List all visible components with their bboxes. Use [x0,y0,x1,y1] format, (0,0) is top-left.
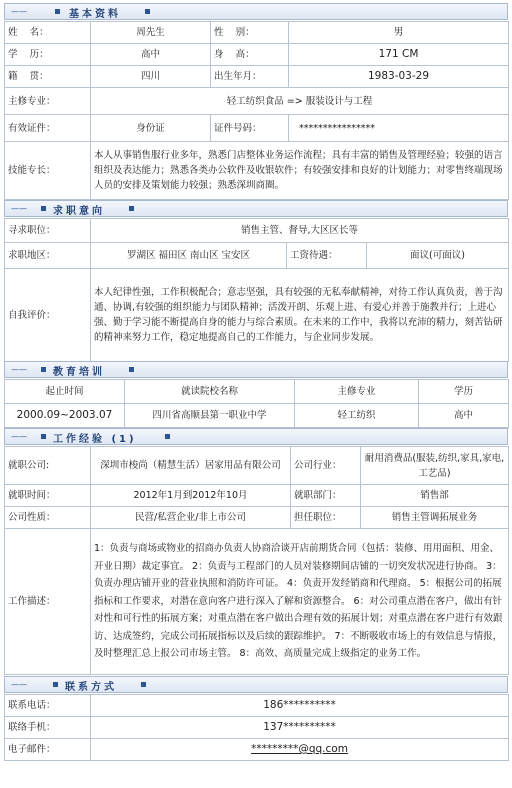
company-value: 深圳市梭尚（精慧生活）居家用品有限公司 [91,447,291,485]
contact-table [4,694,509,761]
education-value: 高中 [91,44,211,66]
section-header-job [4,200,508,217]
job-title-label: 担任职位： [291,507,361,529]
education-degree: 高中 [419,404,509,428]
section-title: 联系方式 [65,682,117,693]
origin-label: 籍 贯： [5,66,91,88]
work-time-value: 2012年1月到2012年10月 [91,485,291,507]
section-square-icon [129,367,134,372]
gender-value: 男 [289,22,509,44]
company-label: 就职公司: [5,447,91,485]
name-value: 周先生 [91,22,211,44]
origin-value: 四川 [91,66,211,88]
section-title: 基本资料 [69,9,121,20]
mobile-value: 137********** [91,717,509,739]
certificate-number-label: 证件号码： [211,115,289,142]
section-header-education [4,361,508,378]
email-label: 电子邮件： [5,739,91,761]
work-time-label: 就职时间： [5,485,91,507]
section-square-icon [55,9,60,14]
certificate-label: 有效证件： [5,115,91,142]
company-nature-label: 公司性质： [5,507,91,529]
certificate-number-value: **************** [289,115,509,142]
birth-label: 出生年月： [211,66,289,88]
section-dash-decor: —— [11,680,27,689]
education-period: 2000.09~2003.07 [5,404,125,428]
area-value: 罗湖区 福田区 南山区 宝安区 [91,243,287,269]
self-evaluation-value: 本人纪律性强，工作积极配合；意志坚强，具有较强的无私奉献精神，对待工作认真负责，善于沟通、协调,有较强的组织能力与团队精神；活泼开朗、乐观上进、有爱心并善于施教并行；上进心强、勤于学习能不断提高自身的能力与综合素质。在未来的工作中，我将以充沛的精力，刻苦钻研的精神来努力工作，稳定地提高自己的工作能力，与企业同步发展。 [91,269,509,362]
work-description-label: 工作描述： [5,529,91,675]
section-square-icon [41,367,46,372]
skills-value: 本人从事销售服行业多年，熟悉门店整体业务运作流程；具有丰富的销售及管理经验；较强的语言组织及表达能力；熟悉各类办公软件及收银软件；有较强安排和良好的计划能力；对零售终端现场人员的安排及策划能力较强；熟悉深圳商圈。 [91,142,509,200]
section-dash-decor: —— [11,7,27,16]
section-header-basic [4,3,508,20]
education-table [4,379,509,428]
major-label: 主修专业： [5,88,91,115]
column-header: 就读院校名称 [125,380,295,404]
education-school: 四川省高顺县第一职业中学 [125,404,295,428]
section-header-work [4,428,508,445]
section-dash-decor: —— [11,365,27,374]
column-header: 主修专业 [295,380,419,404]
column-header: 起止时间 [5,380,125,404]
company-nature-value: 民营/私营企业/非上市公司 [91,507,291,529]
name-label: 姓 名： [5,22,91,44]
department-value: 销售部 [361,485,509,507]
position-value: 销售主管、督导,大区区长等 [91,219,509,243]
phone-label: 联系电话： [5,695,91,717]
education-major: 轻工纺织 [295,404,419,428]
education-label: 学 历： [5,44,91,66]
section-square-icon [41,206,46,211]
mobile-label: 联络手机： [5,717,91,739]
basic-info-table [4,21,509,200]
job-title-value: 销售主管调拓展业务 [361,507,509,529]
section-square-icon [145,9,150,14]
height-label: 身 高： [211,44,289,66]
work-description-value: 1：负责与商场或物业的招商办负责人协商洽谈开店前期货合同（包括：装修、用用面积、用金、开业日期）裁定事宜。 2：负责与工程部门的人员对装修期间店铺的一切突发状况进行协商。 3：负责办理店铺开业的营业执照和消防许可证。 4：负责开发经销商和代理商。 5：根据公司的拓展指标和工作要求，对潜在意向客户进行深入了解和资源整合。 6：对公司重点潜在客户，做出有针对性和可行性的拓展方案；对重点潜在客户做出合理有效的拓展计划；对重点潜在客户进行有效跟访、达成签约，完成公司拓展指标以及后续的跟踪维护。 7：不断吸收市场上的有效信息与情报，及时整理汇总上报公司市场主管。 8：高效、高质量完成上级指定的业务工作。 [91,529,509,675]
certificate-value: 身份证 [91,115,211,142]
industry-label: 公司行业： [291,447,361,485]
industry-value: 耐用消费品(服装,纺织,家具,家电,工艺品) [361,447,509,485]
gender-label: 性 别： [211,22,289,44]
section-dash-decor: —— [11,204,27,213]
self-evaluation-label: 自我评价： [5,269,91,362]
salary-value: 面议(可面议) [367,243,509,269]
section-dash-decor: —— [11,432,27,441]
section-square-icon [141,682,146,687]
job-intent-table [4,218,509,362]
height-value: 171 CM [289,44,509,66]
section-square-icon [129,206,134,211]
section-square-icon [41,434,46,439]
department-label: 就职部门： [291,485,361,507]
section-square-icon [53,682,58,687]
section-title: 求职意向 [53,206,105,217]
education-header-row [5,380,509,404]
section-square-icon [165,434,170,439]
column-header: 学历 [419,380,509,404]
email-link[interactable] [91,739,509,761]
area-label: 求职地区： [5,243,91,269]
section-header-contact [4,676,508,693]
phone-value: 186********** [91,695,509,717]
skills-label: 技能专长： [5,142,91,200]
work-experience-table [4,446,509,675]
birth-value: 1983-03-29 [289,66,509,88]
position-label: 寻求职位： [5,219,91,243]
section-title: 工作经验 (1) [53,434,137,445]
section-title: 教育培训 [53,367,105,378]
email-value[interactable]: *********@qq.com [251,743,348,755]
table-row [5,404,509,428]
major-value: 轻工纺织食品 => 服装设计与工程 [91,88,509,115]
salary-label: 工资待遇： [287,243,367,269]
